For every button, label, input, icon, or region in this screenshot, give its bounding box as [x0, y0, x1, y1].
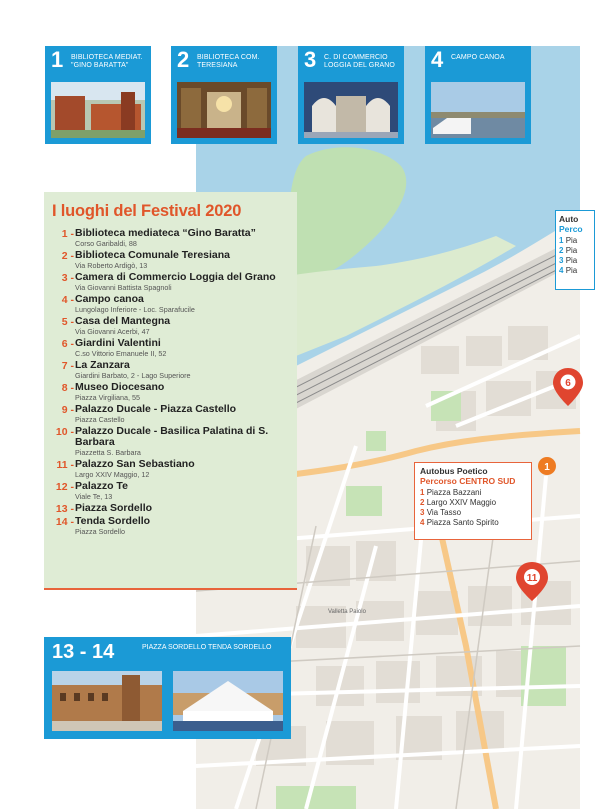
- venue-name: Palazzo Ducale - Piazza Castello: [75, 403, 237, 415]
- venue-number: 9 -: [61, 404, 74, 416]
- venue-list: [54, 228, 294, 538]
- card-number: 1: [51, 47, 64, 72]
- venue-name: Camera di Commercio Loggia del Grano: [75, 271, 276, 283]
- bus-route-sud-box: [414, 462, 532, 540]
- venue-name: Campo canoa: [75, 293, 144, 305]
- card-label: BIBLIOTECA COM. TERESIANA: [197, 54, 260, 69]
- venue-address: Corso Garibaldi, 88: [75, 239, 137, 248]
- venue-name: Palazzo San Sebastiano: [75, 458, 195, 470]
- festival-venues-panel: [44, 192, 297, 590]
- bus-subtitle: Perco: [559, 224, 583, 234]
- bus-route-nord-box: [555, 210, 595, 290]
- venue-address: Giardini Barbato, 2 - Lago Superiore: [75, 371, 191, 380]
- festival-title: I luoghi del Festival 2020: [52, 202, 242, 220]
- bus-title: Auto: [559, 214, 579, 224]
- card-venue-1[interactable]: [45, 46, 151, 144]
- venue-address: Via Roberto Ardigò, 13: [75, 261, 148, 270]
- venue-number: 8 -: [61, 382, 74, 394]
- loggia-photo: [304, 82, 398, 138]
- map-pin-1[interactable]: [538, 457, 556, 475]
- venue-address: Piazza Sordello: [75, 527, 125, 536]
- venue-name: Museo Diocesano: [75, 381, 165, 393]
- venue-address: Piazzetta S. Barbara: [75, 448, 141, 457]
- venue-number: 11 -: [56, 459, 74, 471]
- venue-number: 7 -: [61, 360, 74, 372]
- map-pin-1-label: 1: [544, 462, 550, 473]
- card-label: CAMPO CANOA: [451, 54, 505, 61]
- library-hall-photo: [177, 82, 271, 138]
- card-number: 13 - 14: [52, 641, 115, 663]
- card-label: BIBLIOTECA MEDIAT. "GINO BARATTA": [71, 54, 143, 69]
- venue-item[interactable]: [54, 228, 294, 248]
- venue-name: Palazzo Ducale - Basilica Palatina di S. Barbara: [75, 425, 269, 448]
- venue-item[interactable]: [54, 503, 294, 514]
- bus-stop: 4 Piazza Santo Spirito: [420, 518, 499, 527]
- map-label-valletta: Valletta Paiolo: [328, 609, 366, 615]
- venue-item[interactable]: [54, 404, 294, 424]
- card-label: PIAZZA SORDELLO TENDA SORDELLO: [142, 644, 272, 651]
- venue-name: Palazzo Te: [75, 480, 128, 492]
- venue-address: Piazza Castello: [75, 415, 125, 424]
- lake-tent-photo: [431, 82, 525, 138]
- venue-name: Casa del Mantegna: [75, 315, 171, 327]
- bus-stop: 1 Pia: [559, 236, 578, 245]
- library-building-photo: [51, 82, 145, 138]
- venue-address: Via Giovanni Battista Spagnoli: [75, 283, 172, 292]
- venue-item[interactable]: [54, 360, 294, 380]
- card-venue-3[interactable]: [298, 46, 404, 144]
- venue-item[interactable]: [54, 481, 294, 501]
- venue-address: Viale Te, 13: [75, 492, 113, 501]
- venue-item[interactable]: [54, 316, 294, 336]
- venue-name: Tenda Sordello: [75, 515, 151, 527]
- venue-item[interactable]: [54, 272, 294, 292]
- bus-stop: 3 Via Tasso: [420, 508, 462, 517]
- venue-item[interactable]: [54, 459, 294, 479]
- bus-stop: 2 Pia: [559, 246, 578, 255]
- map-pin-6-label: 6: [565, 378, 571, 389]
- card-number: 2: [177, 47, 190, 72]
- venue-name: Biblioteca mediateca “Gino Baratta”: [75, 227, 256, 239]
- bus-title: Autobus Poetico: [420, 466, 488, 476]
- venue-number: 6 -: [61, 338, 74, 350]
- venue-address: Piazza Virgiliana, 55: [75, 393, 140, 402]
- venue-item[interactable]: [54, 250, 294, 270]
- venue-name: Piazza Sordello: [75, 502, 153, 514]
- venue-number: 2 -: [61, 250, 74, 262]
- card-number: 3: [304, 47, 317, 72]
- tent-photo: [173, 671, 283, 731]
- venue-item[interactable]: [54, 294, 294, 314]
- venue-address: Via Giovanni Acerbi, 47: [75, 327, 150, 336]
- bus-stop: 4 Pia: [559, 266, 578, 275]
- venue-number: 1 -: [61, 228, 74, 240]
- venue-item[interactable]: [54, 382, 294, 402]
- venue-number: 10 -: [55, 426, 74, 438]
- bus-stop: 2 Largo XXIV Maggio: [420, 498, 497, 507]
- map-pin-11-label: 11: [526, 573, 538, 584]
- venue-number: 14 -: [55, 516, 74, 528]
- bus-subtitle: Percorso CENTRO SUD: [420, 476, 516, 486]
- venue-number: 4 -: [61, 294, 74, 306]
- card-venue-13-14[interactable]: [44, 637, 291, 739]
- venue-address: Lungolago Inferiore - Loc. Sparafucile: [75, 305, 195, 314]
- venue-number: 3 -: [61, 272, 74, 284]
- card-venue-4[interactable]: [425, 46, 531, 144]
- venue-address: Largo XXIV Maggio, 12: [75, 470, 150, 479]
- venue-name: Biblioteca Comunale Teresiana: [75, 249, 231, 261]
- venue-name: La Zanzara: [75, 359, 130, 371]
- venue-item[interactable]: [54, 426, 294, 457]
- venue-item[interactable]: [54, 516, 294, 536]
- bus-stop: 3 Pia: [559, 256, 578, 265]
- card-number: 4: [431, 47, 444, 72]
- venue-item[interactable]: [54, 338, 294, 358]
- bus-stop: 1 Piazza Bazzani: [420, 488, 482, 497]
- card-label: C. DI COMMERCIO LOGGIA DEL GRANO: [324, 54, 395, 69]
- venue-number: 5 -: [61, 316, 74, 328]
- venue-address: C.so Vittorio Emanuele II, 52: [75, 349, 167, 358]
- venue-number: 13 -: [55, 503, 74, 515]
- card-venue-2[interactable]: [171, 46, 277, 144]
- venue-number: 12 -: [55, 481, 74, 493]
- venue-name: Giardini Valentini: [75, 337, 161, 349]
- piazza-photo: [52, 671, 162, 731]
